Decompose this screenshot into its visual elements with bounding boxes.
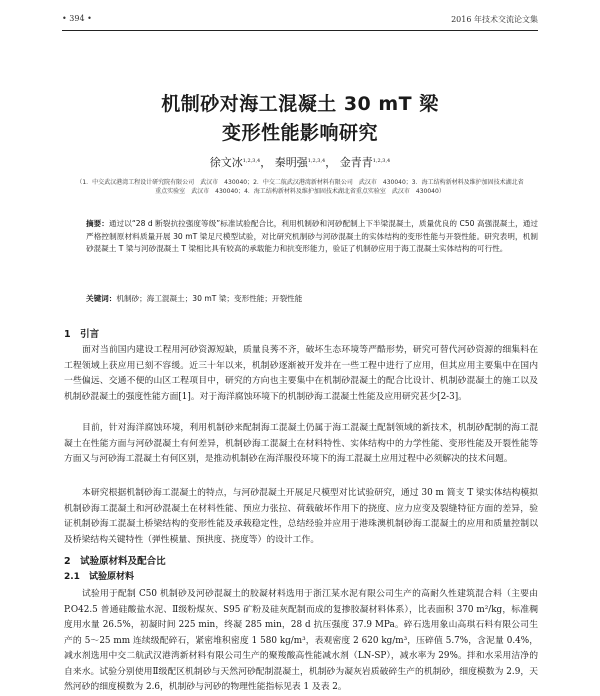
- paragraph: 试验用于配制 C50 机制砂及河砂混凝土的胶凝材料选用于浙江某水泥有限公司生产的高耐久性建筑混合料（主要由 P.O42.5 普通硅酸盐水泥、Ⅱ级粉煤灰、S95 矿粉及硅灰配制而成的复掺胶凝材料体系），比表面积 370 m²/kg，标准稠度用水量 26.5%，初凝时间 225 min，终凝 285 min，28 d 抗压强度 37.9 MPa。碎石选用象山高琪石料有限公司生产的 5～25 mm 连续级配碎石，紧密堆积密度 1 580 kg/m³，表观密度 2 620 kg/m³，压碎值 5.7%，含泥量 0.4%，减水剂选用中交二航武汉港湾新材料有限公司生产的聚羧酸高性能减水剂（LN-SP），减水率为 29%。拌和水采用洁净的自来水。试验分别使用Ⅱ级配区机制砂与天然河砂配制混凝土，机制砂为凝灰岩质破碎生产的机制砂，细度模数为 2.9，天然河砂的细度模数为 2.6，机制砂与河砂的物理性能指标见表 1 及表 2。: [64, 589, 538, 692]
- header-rule: [62, 30, 538, 31]
- paragraph: 本研究根据机制砂海工混凝土的特点，与河砂混凝土开展足尺模型对比试验研究，通过 30 m 简支 T 梁实体结构模拟机制砂海工混凝土和河砂混凝土在材料性能、预应力张拉、荷载破坏作用下的挠度、应力应变及裂缝特征方面的差异，验证机制砂海工混凝土桥梁结构的变形性能及承载稳定性，总结经验并应用于港珠澳机制砂海工混凝土的应用和质量控制以及桥梁结构关键特性（弹性模量、预拱度、挠度等）的设计工作。: [64, 488, 538, 545]
- author-affiliation-mark: 1,2,3,4: [242, 158, 261, 164]
- running-header: [62, 14, 538, 28]
- title-line-2: 变形性能影响研究: [221, 122, 378, 144]
- section-heading-materials: 2 试验原材料及配合比: [64, 556, 166, 567]
- paragraph: 目前，针对海洋腐蚀环境，利用机制砂来配制海工混凝土仍属于海工混凝土配制领域的新技术，机制砂配制的海工混凝土在性能方面与河砂混凝土有何差异，机制砂海工混凝土在材料特性、实体结构中的力学性能、变形性能及开裂性能等方面又与河砂海工混凝土有何区别，是推动机制砂在海洋服役环境下的海工混凝土应用过程中必须解决的技术问题。: [64, 423, 538, 464]
- paragraph: 面对当前国内建设工程用河砂资源短缺，质量良莠不齐，破坏生态环境等严酷形势，研究可替代河砂资源的细集料在工程领域上获应用已刻不容缓。近三十年以来，机制砂逐渐被开发并在一些工程中进行了应用，但其应用主要集中在国内一些偏远、交通不便的山区工程项目中，研究的方向也主要集中在机制砂混凝土的配合比设计、机制砂混凝土的施工以及机制砂混凝土的强度性能方面[1]。对于海洋腐蚀环境下的机制砂海工混凝土性能及应用研究甚少[2-3]。: [64, 345, 538, 402]
- abstract-text: 通过以“28 d 断裂抗拉强度等级”标准试验配合比，利用机制砂和河砂配制上下半梁混凝土，质量优良的 C50 高强混凝土，通过严格控制原材料质量开展 30 mT 梁足尺模型试验，对比研究机制砂与河砂混凝土的实体结构的变形性能与开裂性能。研究表明，机制砂混凝土 T 梁与河砂混凝土 T 梁相比具有较高的承载能力和抗变形能力，验证了机制砂应用于海工混凝土实体结构的可行性。: [86, 219, 539, 253]
- journal-name: 2016 年技术交流论文集: [451, 15, 538, 24]
- subsection-heading-raw-materials: 2.1 试验原材料: [64, 572, 134, 582]
- keywords-text: 机制砂；海工混凝土；30 mT 梁；变形性能；开裂性能: [116, 294, 303, 303]
- abstract: [86, 218, 538, 256]
- keywords: [86, 293, 538, 304]
- page-number: • 394 •: [62, 14, 92, 23]
- affiliations: （1．中交武汉港湾工程设计研究院有限公司 武汉市 430040；2．中交二航武汉港湾新材料有限公司 武汉市 430040；3．海工结构新材料及维护加固技术湖北省重点实验室 武汉市 430040；4．海工结构新材料及维护加固技术湖北省重点实验室 武汉市 430040）: [76, 179, 524, 195]
- author-name: 徐文冰: [209, 156, 243, 169]
- article-title: [62, 90, 538, 148]
- abstract-label: 摘要：: [86, 219, 109, 228]
- author-name: 金青青: [339, 156, 373, 169]
- section-heading-introduction: 1 引言: [64, 329, 100, 340]
- author-name: 秦明强: [274, 156, 308, 169]
- author-list: 徐文冰$^{1,2,3,4}$， 秦明强$^{1,2,3,4}$， 金青青$^{1,2,3,4}$: [209, 156, 391, 169]
- keywords-label: 关键词：: [86, 294, 117, 303]
- author-affiliation-mark: 1,2,3,4: [307, 158, 326, 164]
- title-line-1: 机制砂对海工混凝土 30 mT 梁: [161, 93, 439, 115]
- author-affiliation-mark: 1,2,3,4: [372, 158, 391, 164]
